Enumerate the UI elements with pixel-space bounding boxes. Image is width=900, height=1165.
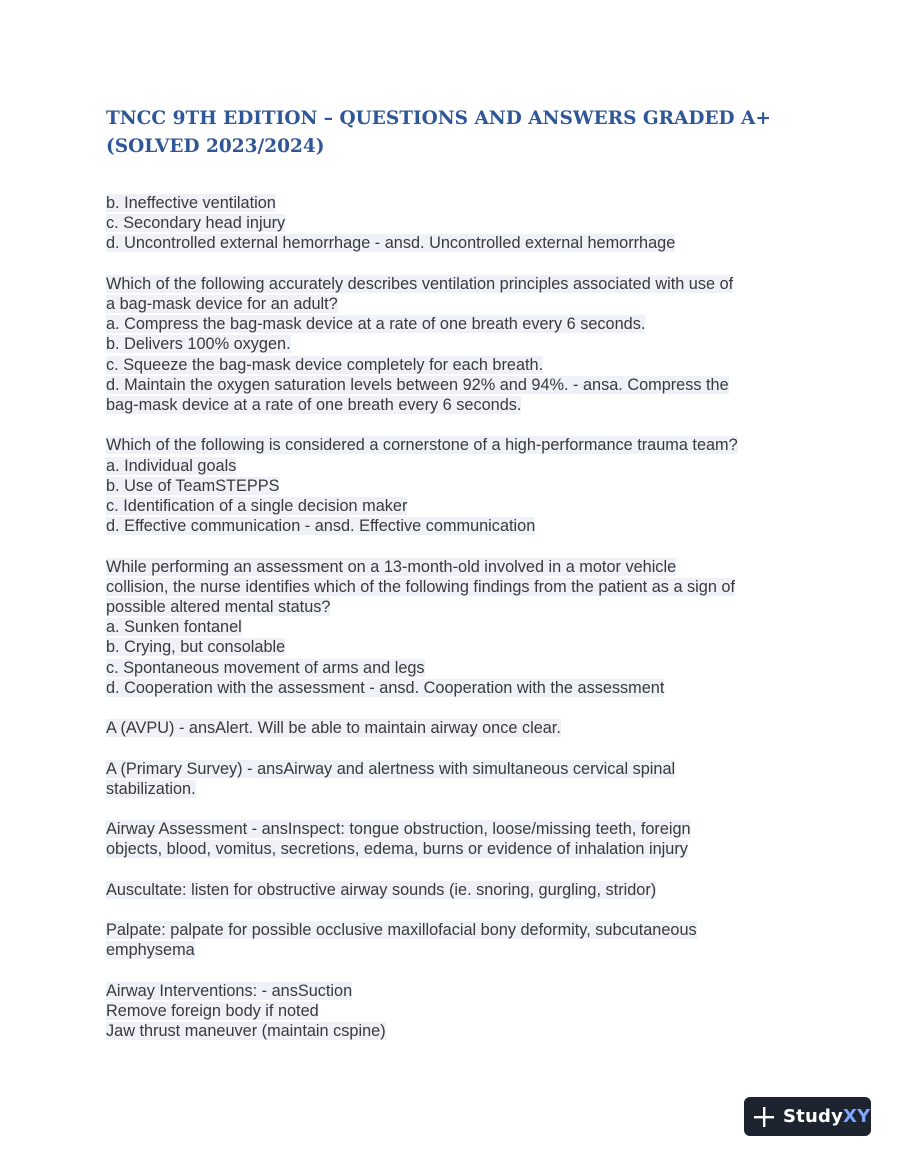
text-line <box>106 597 806 617</box>
plus-icon <box>753 1106 775 1128</box>
text-line-content: Palpate: palpate for possible occlusive maxillofacial bony deformity, subcutaneous <box>106 921 697 940</box>
text-line <box>106 880 806 900</box>
text-line-content: While performing an assessment on a 13-month-old involved in a motor vehicle <box>106 557 677 576</box>
text-line-content: d. Uncontrolled external hemorrhage - ansd. Uncontrolled external hemorrhage <box>106 234 676 253</box>
text-line <box>106 435 806 455</box>
text-line-content: stabilization. <box>106 779 196 798</box>
studyxy-logo-badge[interactable] <box>744 1097 871 1136</box>
logo-text <box>783 1106 870 1127</box>
text-line <box>106 516 806 536</box>
text-block <box>106 981 806 1042</box>
text-line <box>106 314 806 334</box>
text-block <box>106 718 806 738</box>
text-line <box>106 193 806 213</box>
text-line <box>106 759 806 779</box>
text-line <box>106 334 806 354</box>
text-line-content: A (Primary Survey) - ansAirway and alertness with simultaneous cervical spinal <box>106 759 676 778</box>
text-line <box>106 1021 806 1041</box>
text-line <box>106 496 806 516</box>
text-line-content: Airway Assessment - ansInspect: tongue obstruction, loose/missing teeth, foreign <box>106 820 691 839</box>
text-line <box>106 294 806 314</box>
text-line-content: objects, blood, vomitus, secretions, edema, burns or evidence of inhalation injury <box>106 840 688 859</box>
text-line <box>106 375 806 395</box>
text-line <box>106 355 806 375</box>
text-line-content: Remove foreign body if noted <box>106 1001 319 1020</box>
text-line-content: Which of the following is considered a cornerstone of a high-performance trauma team? <box>106 436 738 455</box>
text-line-content: c. Spontaneous movement of arms and legs <box>106 658 425 677</box>
text-line-content: c. Squeeze the bag-mask device completely for each breath. <box>106 355 544 374</box>
text-block <box>106 880 806 900</box>
page-title: TNCC 9TH EDITION – QUESTIONS AND ANSWERS GRADED A+ (SOLVED 2023/2024) <box>106 108 771 157</box>
text-line <box>106 1001 806 1021</box>
text-line <box>106 718 806 738</box>
text-line-content: c. Secondary head injury <box>106 214 286 233</box>
logo-text-accent: XY <box>843 1106 871 1127</box>
text-line-content: bag-mask device at a rate of one breath every 6 seconds. <box>106 396 522 415</box>
logo-text-main: Study <box>783 1106 844 1127</box>
text-line <box>106 395 806 415</box>
text-block <box>106 557 806 698</box>
text-block <box>106 435 806 536</box>
text-line-content: b. Delivers 100% oxygen. <box>106 335 291 354</box>
text-block <box>106 274 806 415</box>
text-line <box>106 819 806 839</box>
text-line-content: a. Compress the bag-mask device at a rate of one breath every 6 seconds. <box>106 315 646 334</box>
text-line-content: c. Identification of a single decision maker <box>106 497 408 516</box>
text-line-content: A (AVPU) - ansAlert. Will be able to maintain airway once clear. <box>106 719 561 738</box>
text-line <box>106 476 806 496</box>
text-line <box>106 213 806 233</box>
text-line <box>106 839 806 859</box>
text-line-content: d. Cooperation with the assessment - ansd. Cooperation with the assessment <box>106 678 665 697</box>
text-line-content: b. Crying, but consolable <box>106 638 286 657</box>
text-line-content: possible altered mental status? <box>106 598 331 617</box>
text-line <box>106 617 806 637</box>
text-line <box>106 678 806 698</box>
text-line <box>106 577 806 597</box>
text-line-content: a bag-mask device for an adult? <box>106 295 338 313</box>
text-line-content: b. Ineffective ventilation <box>106 194 276 212</box>
text-line-content: a. Individual goals <box>106 456 237 475</box>
text-line <box>106 940 806 960</box>
text-block <box>106 819 806 859</box>
text-line <box>106 456 806 476</box>
text-line <box>106 233 806 253</box>
text-line-content: b. Use of TeamSTEPPS <box>106 476 280 495</box>
text-block <box>106 193 806 254</box>
text-line <box>106 779 806 799</box>
text-line-content: a. Sunken fontanel <box>106 618 242 637</box>
text-block <box>106 920 806 960</box>
text-line <box>106 658 806 678</box>
text-line-content: d. Maintain the oxygen saturation levels between 92% and 94%. - ansa. Compress the <box>106 375 729 394</box>
text-block <box>106 759 806 799</box>
text-line-content: emphysema <box>106 941 195 960</box>
text-line-content: d. Effective communication - ansd. Effective communication <box>106 517 536 536</box>
text-line-content: Auscultate: listen for obstructive airway sounds (ie. snoring, gurgling, stridor) <box>106 880 657 899</box>
text-line <box>106 557 806 577</box>
text-line <box>106 637 806 657</box>
text-line <box>106 981 806 1001</box>
text-line-content: Jaw thrust maneuver (maintain cspine) <box>106 1022 386 1041</box>
text-line <box>106 920 806 940</box>
document-body <box>106 193 806 1062</box>
text-line <box>106 274 806 294</box>
text-line-content: Which of the following accurately describes ventilation principles associated with use of <box>106 274 734 293</box>
text-line-content: Airway Interventions: - ansSuction <box>106 981 353 1000</box>
text-line-content: collision, the nurse identifies which of the following findings from the patient as a sign of <box>106 577 735 596</box>
